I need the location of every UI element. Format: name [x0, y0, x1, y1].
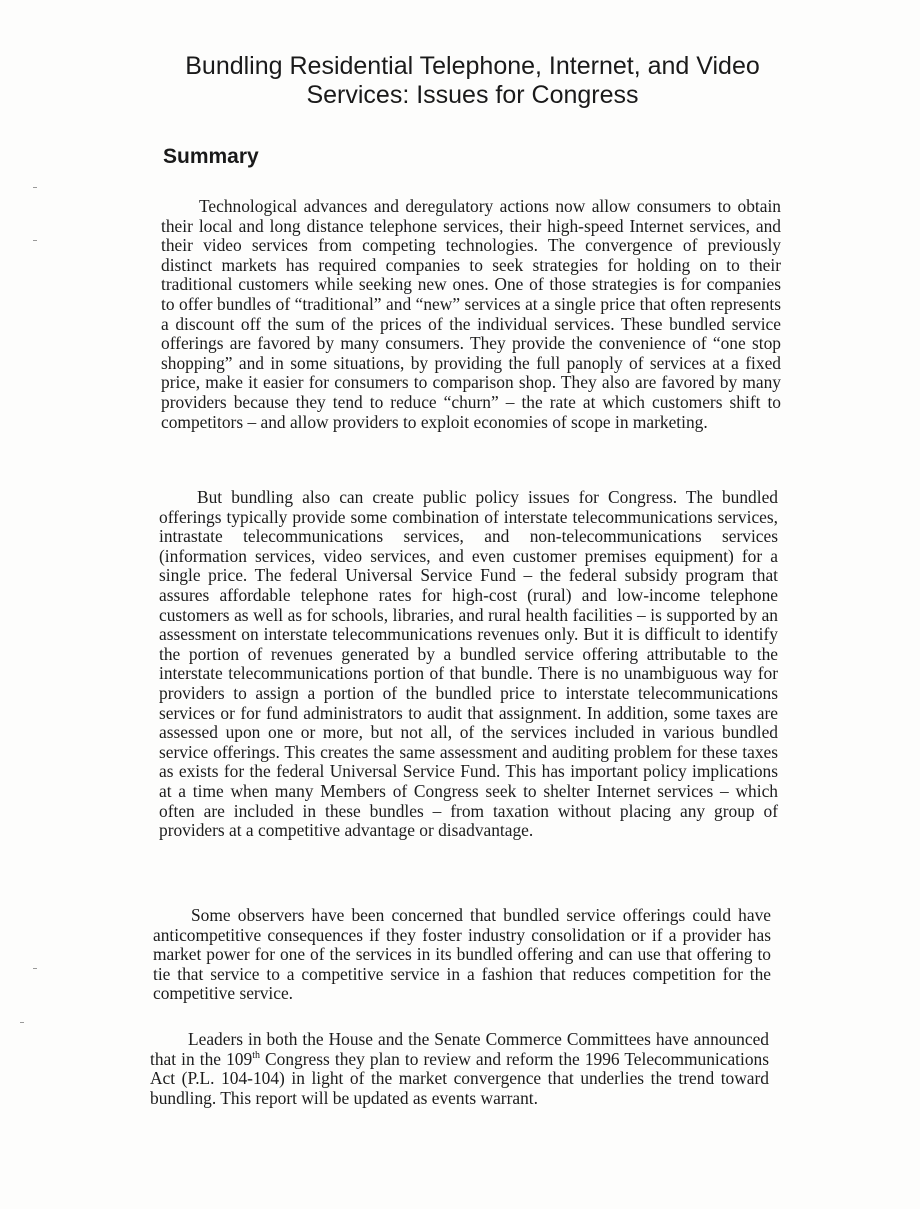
scan-speck — [33, 968, 37, 969]
summary-paragraph-4 — [150, 1030, 769, 1108]
paragraph-4-text-start: Leaders in both the House and the Senate Commerce Committees have announced that in the 109 — [150, 1029, 769, 1069]
title-line-1: Bundling Residential Telephone, Internet, and Video — [185, 52, 760, 80]
summary-paragraph-3: Some observers have been concerned that bundled service offerings could have anticompetitive consequences if they foster industry consolidation or if a provider has market power for one of the services in its bundled offering and can use that offering to tie that service to a competitive service in a fashion that reduces competition for the competitive service. — [153, 905, 771, 1004]
summary-paragraph-1: Technological advances and deregulatory actions now allow consumers to obtain their local and long distance telephone services, their high-speed Internet services, and their video services from competing technologies. The convergence of previously distinct markets has required companies to seek strategies for holding on to their traditional customers while seeking new ones. One of those strategies is for companies to offer bundles of “traditional” and “new” services at a single price that often represents a discount off the sum of the prices of the individual services. These bundled service offerings are favored by many consumers. They provide the convenience of “one stop shopping” and in some situations, by providing the full panoply of services at a fixed price, make it easier for consumers to comparison shop. They also are favored by many providers because they tend to reduce “churn” – the rate at which customers shift to competitors – and allow providers to exploit economies of scope in marketing. — [161, 196, 781, 432]
scan-speck — [33, 187, 37, 188]
paragraph-4-text-end: Congress they plan to review and reform the 1996 Telecommunications Act (P.L. 104-104) in light of the market convergence that underlies the trend toward bundling. This report will be updated as events warrant. — [150, 1048, 769, 1108]
document-title — [100, 52, 845, 110]
title-line-2: Services: Issues for Congress — [306, 81, 639, 109]
scan-speck — [33, 240, 37, 241]
scan-speck — [20, 1022, 24, 1023]
ordinal-superscript: th — [252, 1049, 260, 1061]
summary-heading: Summary — [163, 145, 259, 168]
summary-paragraph-2: But bundling also can create public policy issues for Congress. The bundled offerings typically provide some combination of interstate telecommunications services, intrastate telecommunications services, and non-telecommunications services (information services, video services, and even customer premises equipment) for a single price. The federal Universal Service Fund – the federal subsidy program that assures affordable telephone rates for high-cost (rural) and low-income telephone customers as well as for schools, libraries, and rural health facilities – is supported by an assessment on interstate telecommunications revenues only. But it is difficult to identify the portion of revenues generated by a bundled service offering attributable to the interstate telecommunications portion of that bundle. There is no unambiguous way for providers to assign a portion of the bundled price to interstate telecommunications services or for fund administrators to audit that assignment. In addition, some taxes are assessed upon one or more, but not all, of the services included in various bundled service offerings. This creates the same assessment and auditing problem for these taxes as exists for the federal Universal Service Fund. This has important policy implications at a time when many Members of Congress seek to shelter Internet services – which often are included in these bundles – from taxation without placing any group of providers at a competitive advantage or disadvantage. — [159, 487, 778, 841]
